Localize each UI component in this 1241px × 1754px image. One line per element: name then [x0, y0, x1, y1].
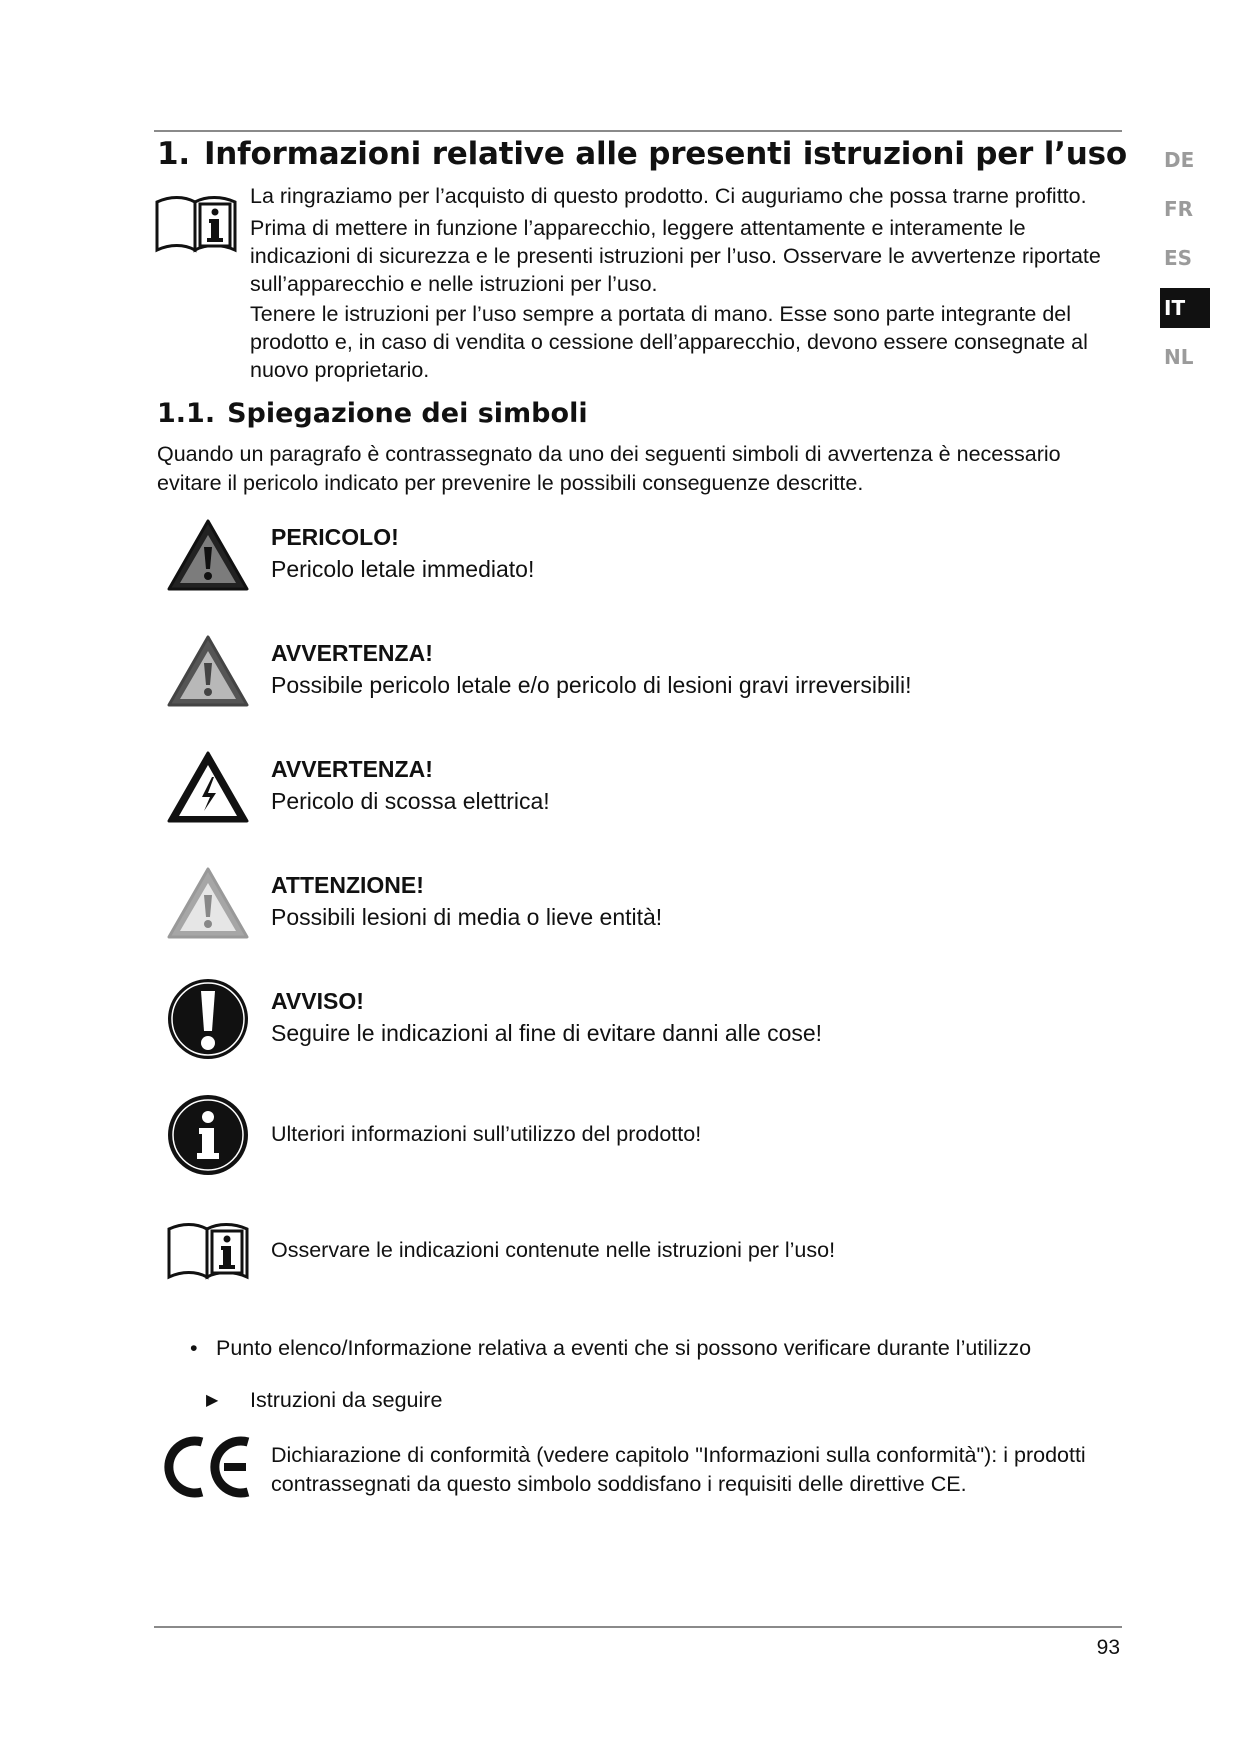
symbol-entry-manual [271, 1236, 1111, 1264]
intro-block [250, 182, 1120, 388]
symbol-entry-warning [271, 637, 1111, 701]
language-tab-nl[interactable]: NL [1164, 345, 1194, 369]
language-tab-fr[interactable]: FR [1164, 197, 1194, 221]
symbol-desc: Osservare le indicazioni contenute nelle istruzioni per l’uso! [271, 1238, 836, 1262]
bullet-text: Punto elenco/Informazione relativa a eventi che si possono verificare durante l’utilizzo [216, 1336, 1032, 1360]
top-rule [154, 130, 1122, 132]
warning-triangle-icon [165, 628, 251, 714]
page-number: 93 [1096, 1636, 1120, 1659]
bullet-dot: • [190, 1336, 198, 1360]
intro-paragraph-3: Tenere le istruzioni per l’uso sempre a portata di mano. Esse sono parte integrante del prodotto e, in caso di vendita o cessione dell’apparecchio, devono essere consegnate al nuovo proprietario. [250, 302, 1088, 382]
chapter-heading [157, 136, 1127, 172]
language-tab-de[interactable]: DE [1164, 148, 1195, 172]
manual-book-icon [165, 1208, 251, 1294]
step-arrow-icon: ▶ [206, 1392, 219, 1409]
step-text: Istruzioni da seguire [250, 1388, 443, 1412]
symbol-entry-caution [271, 869, 1111, 933]
bullet-item [190, 1334, 1031, 1362]
symbol-desc: Pericolo letale immediato! [271, 556, 535, 582]
symbol-title: PERICOLO! [271, 524, 399, 550]
section-title: Spiegazione dei simboli [227, 398, 588, 429]
ce-declaration-text: Dichiarazione di conformità (vedere capitolo "Informazioni sulla conformità"): i prodotti contrassegnati da questo simbolo soddisfano i requisiti delle direttive CE. [271, 1443, 1086, 1496]
electric-shock-icon [165, 744, 251, 830]
exclamation-circle-icon [165, 976, 251, 1062]
symbol-desc: Possibile pericolo letale e/o pericolo di lesioni gravi irreversibili! [271, 672, 912, 698]
danger-triangle-icon [165, 512, 251, 598]
section-number: 1.1. [157, 398, 216, 429]
chapter-number: 1. [157, 136, 190, 172]
intro-paragraph-1: La ringraziamo per l’acquisto di questo prodotto. Ci auguriamo che possa trarne profitto. [250, 184, 1087, 208]
language-tab-it[interactable]: IT [1160, 288, 1210, 328]
symbol-title: AVVISO! [271, 988, 364, 1014]
info-circle-icon [165, 1092, 251, 1178]
language-tab-es[interactable]: ES [1164, 246, 1193, 270]
section-lead: Quando un paragrafo è contrassegnato da uno dei seguenti simboli di avvertenza è necessario evitare il pericolo indicato per prevenire le possibili conseguenze descritte. [157, 442, 1061, 495]
symbol-title: AVVERTENZA! [271, 640, 433, 666]
symbol-entry-info [271, 1120, 1111, 1148]
symbol-title: ATTENZIONE! [271, 872, 424, 898]
manual-book-icon [154, 192, 238, 256]
bottom-rule [154, 1626, 1122, 1628]
symbol-title: AVVERTENZA! [271, 756, 433, 782]
intro-paragraph-2: Prima di mettere in funzione l’apparecchio, leggere attentamente e interamente le indicazioni di sicurezza e le presenti istruzioni per l’uso. Osservare le avvertenze riportate sull’apparecchio e nelle istruzioni per l’uso. [250, 216, 1101, 296]
ce-mark-icon [164, 1434, 254, 1500]
symbol-entry-danger [271, 521, 1111, 585]
symbol-entry-electric [271, 753, 1111, 817]
step-item [206, 1386, 442, 1415]
symbol-desc: Seguire le indicazioni al fine di evitare danni alle cose! [271, 1020, 823, 1046]
symbol-desc: Ulteriori informazioni sull’utilizzo del prodotto! [271, 1122, 702, 1146]
chapter-title: Informazioni relative alle presenti istruzioni per l’uso [203, 136, 1127, 172]
symbol-entry-notice [271, 985, 1111, 1049]
section-heading [157, 398, 588, 429]
symbol-desc: Pericolo di scossa elettrica! [271, 788, 550, 814]
symbol-desc: Possibili lesioni di media o lieve entità! [271, 904, 663, 930]
caution-triangle-icon [165, 860, 251, 946]
